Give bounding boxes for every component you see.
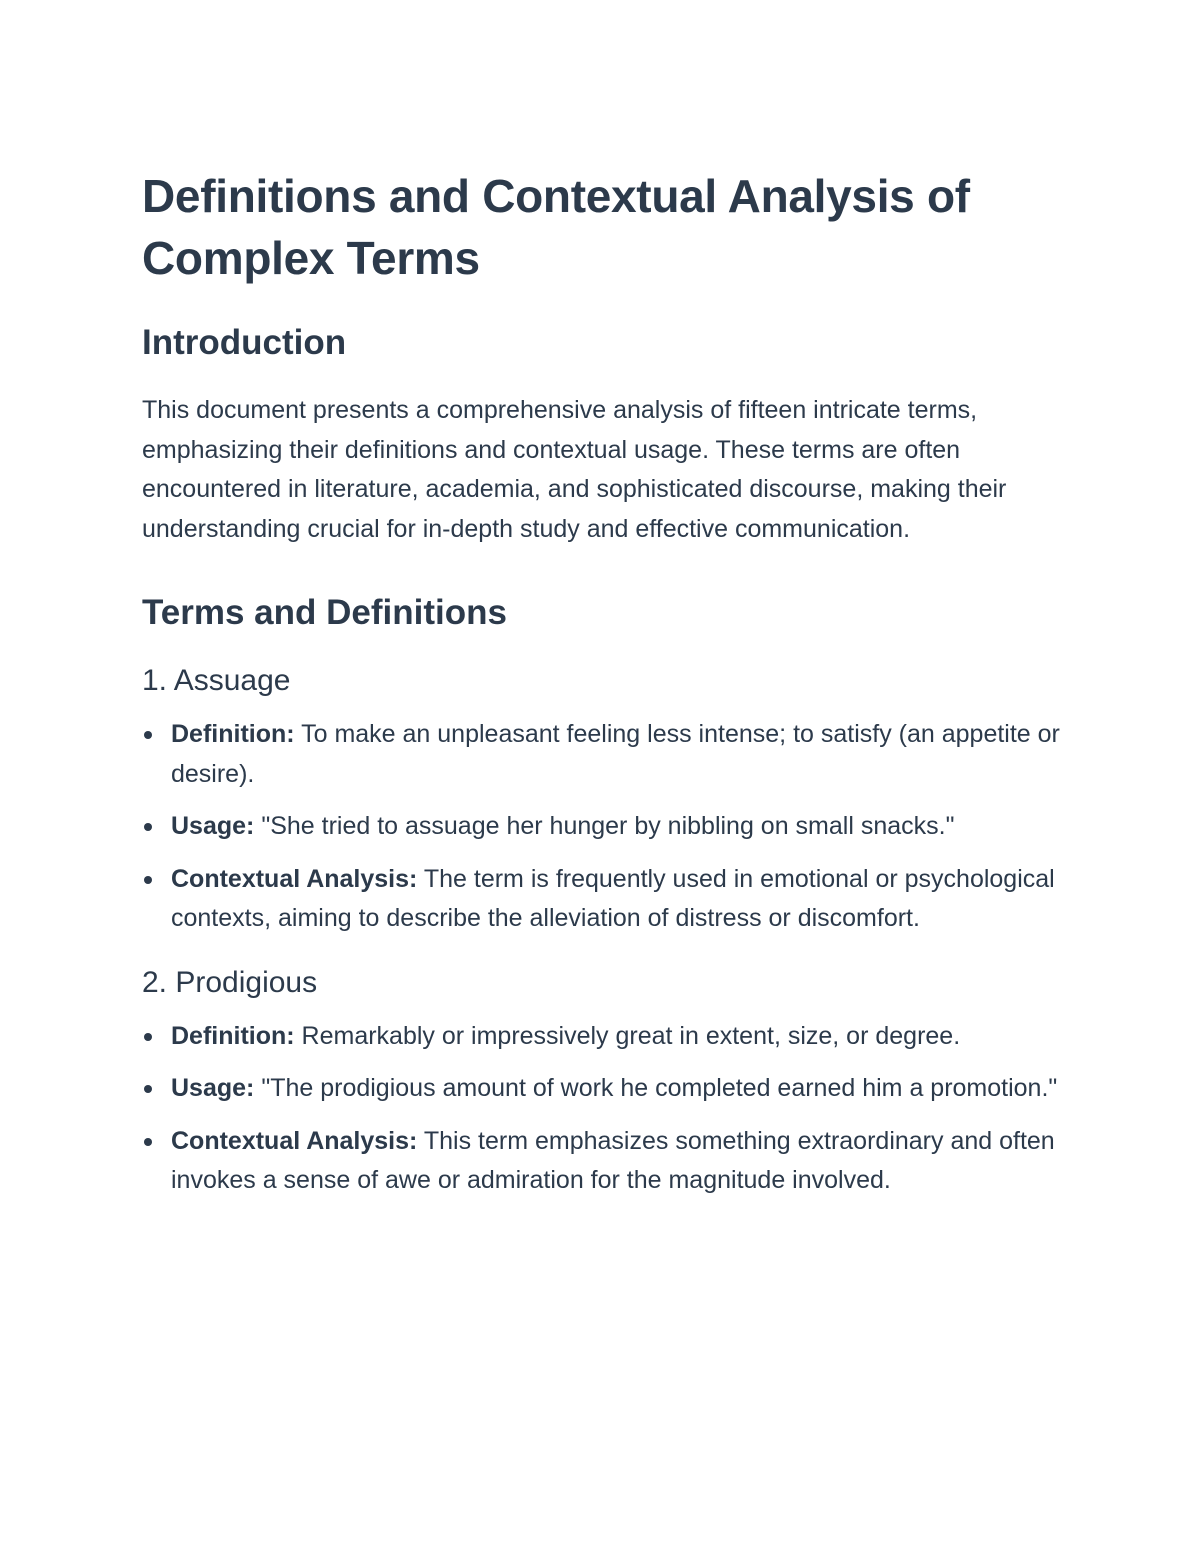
usage-label: Usage: <box>171 812 255 840</box>
analysis-text: The term is frequently used in emotional or psychological contexts, aiming to describe the alleviation of distress or discomfort. <box>171 864 1055 932</box>
bullet-icon <box>144 823 152 831</box>
bullet-icon <box>144 1085 152 1093</box>
usage-item <box>142 807 1060 847</box>
usage-label: Usage: <box>171 1074 255 1102</box>
term-details-list-assuage <box>142 715 1060 939</box>
definition-label: Definition: <box>171 1021 295 1050</box>
analysis-item <box>142 1122 1060 1201</box>
usage-text: "She tried to assuage her hunger by nibbling on small snacks." <box>254 812 955 840</box>
bullet-icon <box>144 1033 152 1041</box>
term-heading-assuage: 1. Assuage <box>142 664 291 697</box>
bullet-icon <box>144 731 152 739</box>
definition-text: Remarkably or impressively great in extent, size, or degree. <box>294 1021 961 1050</box>
usage-item <box>142 1069 1060 1109</box>
bullet-icon <box>144 876 152 884</box>
definition-label: Definition: <box>171 720 295 748</box>
introduction-paragraph: This document presents a comprehensive analysis of fifteen intricate terms, emphasizing their definitions and contextual usage. These terms are often encountered in literature, academia, and sophisticated discourse, making their understanding crucial for in-depth study and effective communication. <box>142 396 1007 543</box>
introduction-heading: Introduction <box>142 323 347 362</box>
analysis-label: Contextual Analysis: <box>171 1126 418 1155</box>
analysis-text: This term emphasizes something extraordinary and often invokes a sense of awe or admiration for the magnitude involved. <box>171 1126 1055 1194</box>
definition-item <box>142 715 1060 794</box>
analysis-item <box>142 860 1060 939</box>
term-heading-prodigious: 2. Prodigious <box>142 965 318 999</box>
definition-text: To make an unpleasant feeling less intense; to satisfy (an appetite or desire). <box>171 720 1060 788</box>
definition-item <box>142 1017 1060 1057</box>
terms-section-heading: Terms and Definitions <box>142 593 507 632</box>
usage-text: "The prodigious amount of work he completed earned him a promotion." <box>254 1074 1058 1102</box>
bullet-icon <box>144 1138 152 1146</box>
document-title: Definitions and Contextual Analysis of Complex Terms <box>142 170 970 284</box>
term-details-list-prodigious <box>142 1017 1060 1201</box>
analysis-label: Contextual Analysis: <box>171 864 418 893</box>
